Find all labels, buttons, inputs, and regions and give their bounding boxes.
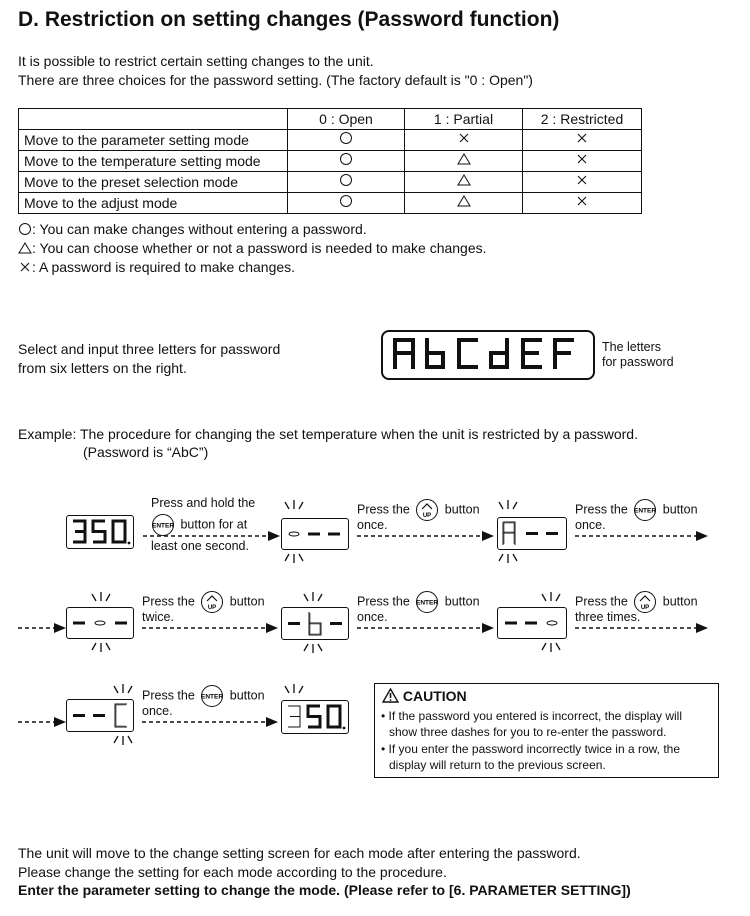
display-dash-dot-dash [66, 607, 134, 639]
blink-icon [108, 731, 138, 745]
table-header-cell [19, 109, 288, 130]
row-label: Move to the adjust mode [19, 193, 288, 214]
page-title: D. Restriction on setting changes (Password function) [18, 8, 560, 31]
blink-icon [86, 638, 116, 652]
cross-icon [523, 130, 642, 151]
letters-label-2: for password [602, 355, 674, 369]
caution-item-1a: • If the password you entered is incorrect, the display will [381, 709, 683, 723]
blink-icon [536, 638, 566, 652]
arrow-right-icon [143, 530, 280, 542]
table-header-cell: 2 : Restricted [523, 109, 642, 130]
circle-icon [18, 222, 32, 236]
row-label: Move to the preset selection mode [19, 172, 288, 193]
blink-icon [279, 684, 309, 698]
select-text-2: from six letters on the right. [18, 360, 187, 376]
enter-button-icon [200, 684, 224, 708]
select-text-1: Select and input three letters for password [18, 341, 281, 357]
arrow-right-icon [357, 530, 494, 542]
blink-icon [298, 592, 328, 606]
display-dash-dash-dot [497, 607, 567, 639]
step6-line2: three times. [575, 610, 641, 624]
row-label: Move to the parameter setting mode [19, 130, 288, 151]
letters-label-1: The letters [602, 340, 662, 354]
triangle-icon [18, 241, 32, 255]
legend-text: : A password is required to make changes. [32, 259, 296, 275]
step2-line1: Press the button [357, 498, 480, 522]
step1-line3: least one second. [151, 539, 249, 553]
cross-icon [523, 172, 642, 193]
display-A-dashes [497, 517, 567, 550]
caution-item-2b: display will return to the previous screen. [389, 758, 606, 772]
caution-item-1b: show three dashes for you to re-enter the password. [389, 725, 667, 739]
display-segments [498, 518, 566, 549]
cross-icon [405, 130, 523, 151]
arrow-right-icon [575, 622, 708, 634]
arrow-right-icon [18, 622, 66, 634]
display-dash-b-dash [281, 607, 349, 640]
step4-line2: twice. [142, 610, 174, 624]
arrow-right-icon [357, 622, 494, 634]
caution-title: CAUTION [382, 688, 467, 704]
cross-icon [523, 193, 642, 214]
circle-icon [288, 130, 405, 151]
example-line-1: Example: The procedure for changing the set temperature when the unit is restricted by a password. [18, 426, 638, 442]
blink-icon [536, 592, 566, 606]
display-segments [282, 608, 348, 639]
permission-table [18, 108, 642, 214]
display-segments [67, 608, 133, 638]
cross-icon [18, 260, 32, 274]
arrow-right-icon [575, 530, 708, 542]
table-header-row [19, 109, 642, 130]
table-row [19, 172, 642, 193]
blink-icon [493, 500, 523, 514]
arrow-right-icon [142, 622, 278, 634]
legend-cross [18, 258, 295, 277]
circle-icon [288, 151, 405, 172]
blink-icon [279, 549, 309, 563]
display-dash-dash-C [66, 699, 134, 732]
step7-line1: Press the button [142, 684, 265, 708]
triangle-icon [405, 172, 523, 193]
display-segments [67, 700, 133, 731]
segment-letters [383, 332, 589, 374]
table-header-cell: 0 : Open [288, 109, 405, 130]
triangle-icon [405, 193, 523, 214]
legend-text: : You can choose whether or not a password is needed to make changes. [32, 240, 487, 256]
step3-line1: Press the button [575, 498, 698, 522]
blink-icon [86, 592, 116, 606]
caution-box [374, 683, 719, 778]
row-label: Move to the temperature setting mode [19, 151, 288, 172]
enter-button-icon [633, 498, 657, 522]
display-initial [66, 515, 134, 549]
display-final [281, 700, 349, 734]
blink-icon [298, 639, 328, 653]
display-350 [67, 516, 133, 548]
footer-line-2: Please change the setting for each mode according to the procedure. [18, 864, 447, 880]
blink-icon [108, 684, 138, 698]
table-row [19, 130, 642, 151]
step4-line1: Press the button [142, 590, 265, 614]
table-row [19, 193, 642, 214]
intro-line-1: It is possible to restrict certain setting changes to the unit. [18, 53, 374, 69]
display-dashes [281, 518, 349, 550]
up-button-icon [200, 590, 224, 614]
letters-display [381, 330, 595, 380]
up-button-icon [415, 498, 439, 522]
step5-line1: Press the button [357, 590, 480, 614]
blink-icon [493, 549, 523, 563]
triangle-icon [405, 151, 523, 172]
arrow-right-icon [142, 716, 278, 728]
caution-item-2a: • If you enter the password incorrectly twice in a row, the [381, 742, 681, 756]
legend-circle [18, 220, 367, 239]
table-row [19, 151, 642, 172]
circle-icon [288, 172, 405, 193]
step1-line2: button for at [151, 513, 247, 537]
cross-icon [523, 151, 642, 172]
table-header-cell: 1 : Partial [405, 109, 523, 130]
intro-line-2: There are three choices for the password setting. (The factory default is "0 : Open") [18, 72, 533, 88]
enter-button-icon [415, 590, 439, 614]
footer-line-3: Enter the parameter setting to change the mode. (Please refer to [6. PARAMETER SETTING]) [18, 882, 631, 898]
step5-line2: once. [357, 610, 388, 624]
blink-icon [279, 500, 309, 514]
step7-line2: once. [142, 704, 173, 718]
legend-text: : You can make changes without entering a password. [32, 221, 367, 237]
footer-line-1: The unit will move to the change setting screen for each mode after entering the password. [18, 845, 581, 861]
legend-triangle [18, 239, 487, 258]
step6-line1: Press the button [575, 590, 698, 614]
warning-icon [382, 688, 399, 703]
display-segments [498, 608, 566, 638]
display-350 [282, 701, 348, 733]
display-dash-segments [282, 519, 348, 549]
example-line-2: (Password is “AbC”) [83, 444, 209, 460]
step2-line2: once. [357, 518, 388, 532]
step1-line1: Press and hold the [151, 496, 256, 510]
arrow-right-icon [18, 716, 66, 728]
circle-icon [288, 193, 405, 214]
step3-line2: once. [575, 518, 606, 532]
